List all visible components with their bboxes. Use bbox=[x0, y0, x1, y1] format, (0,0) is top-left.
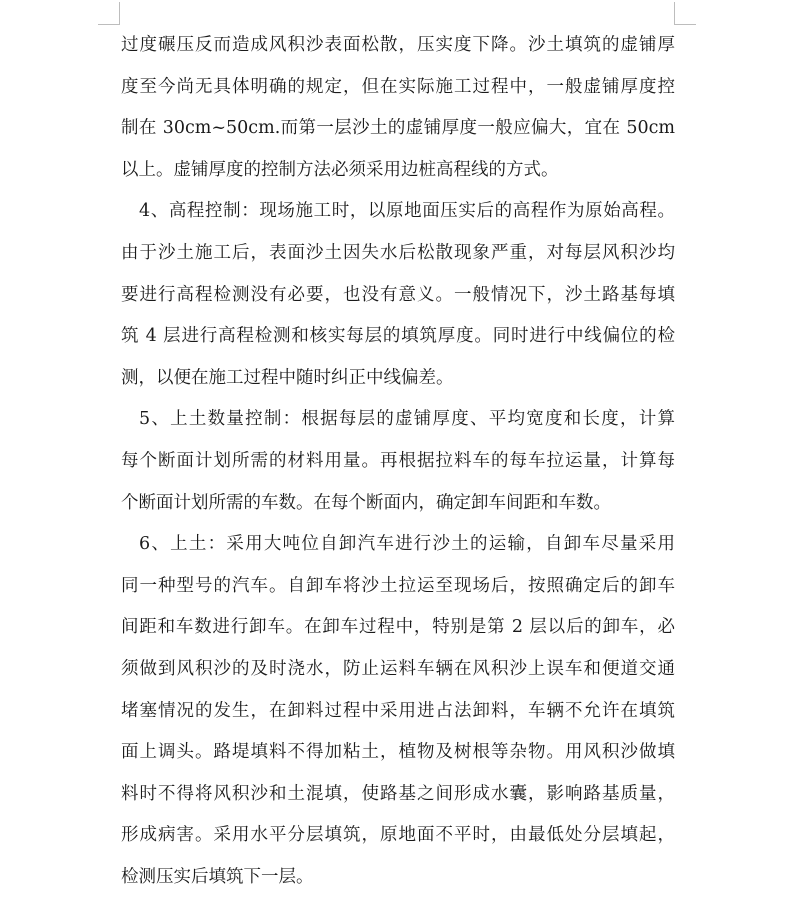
text-line: 筑 4 层进行高程检测和核实每层的填筑厚度。同时进行中线偏位的检 bbox=[121, 326, 675, 347]
text-line: 间距和车数进行卸车。在卸车过程中，特别是第 2 层以后的卸车，必 bbox=[121, 617, 675, 638]
text-line: 堵塞情况的发生，在卸料过程中采用进占法卸料，车辆不允许在填筑 bbox=[121, 700, 675, 721]
text-line: 同一种型号的汽车。自卸车将沙土拉运至现场后，按照确定后的卸车 bbox=[121, 575, 675, 596]
text-line: 测，以便在施工过程中随时纠正中线偏差。 bbox=[121, 367, 454, 388]
document-body bbox=[121, 25, 675, 898]
crop-mark-top-right-horizontal bbox=[674, 24, 696, 25]
text-line: 形成病害。采用水平分层填筑，原地面不平时，由最低处分层填起， bbox=[121, 825, 675, 846]
text-line: 由于沙土施工后，表面沙土因失水后松散现象严重，对每层风积沙均 bbox=[121, 242, 675, 263]
crop-mark-top-left-vertical bbox=[119, 2, 120, 24]
text-line: 5、上土数量控制：根据每层的虚铺厚度、平均宽度和长度，计算 bbox=[139, 409, 675, 430]
text-line: 料时不得将风积沙和土混填，使路基之间形成水囊，影响路基质量， bbox=[121, 783, 675, 804]
text-line: 制在 30cm~50cm.而第一层沙土的虚铺厚度一般应偏大，宜在 50cm bbox=[121, 118, 675, 139]
text-line: 过度碾压反而造成风积沙表面松散，压实度下降。沙土填筑的虚铺厚 bbox=[121, 35, 675, 55]
text-line: 检测压实后填筑下一层。 bbox=[121, 866, 314, 887]
text-line: 个断面计划所需的车数。在每个断面内，确定卸车间距和车数。 bbox=[121, 492, 611, 513]
text-line: 以上。虚铺厚度的控制方法必须采用边桩高程线的方式。 bbox=[121, 159, 559, 180]
text-line: 面上调头。路堤填料不得加粘土，植物及树根等杂物。用风积沙做填 bbox=[121, 742, 675, 763]
text-line: 6、上土：采用大吨位自卸汽车进行沙土的运输，自卸车尽量采用 bbox=[139, 534, 675, 555]
text-line: 4、高程控制：现场施工时，以原地面压实后的高程作为原始高程。 bbox=[139, 201, 675, 222]
text-line: 每个断面计划所需的材料用量。再根据拉料车的每车拉运量，计算每 bbox=[121, 450, 675, 471]
text-line: 须做到风积沙的及时浇水，防止运料车辆在风积沙上误车和便道交通 bbox=[121, 658, 675, 679]
text-line: 度至今尚无具体明确的规定，但在实际施工过程中，一般虚铺厚度控 bbox=[121, 76, 675, 97]
crop-mark-top-left-horizontal bbox=[98, 24, 120, 25]
crop-mark-top-right-vertical bbox=[674, 2, 675, 24]
text-line: 要进行高程检测没有必要，也没有意义。一般情况下，沙土路基每填 bbox=[121, 284, 675, 305]
